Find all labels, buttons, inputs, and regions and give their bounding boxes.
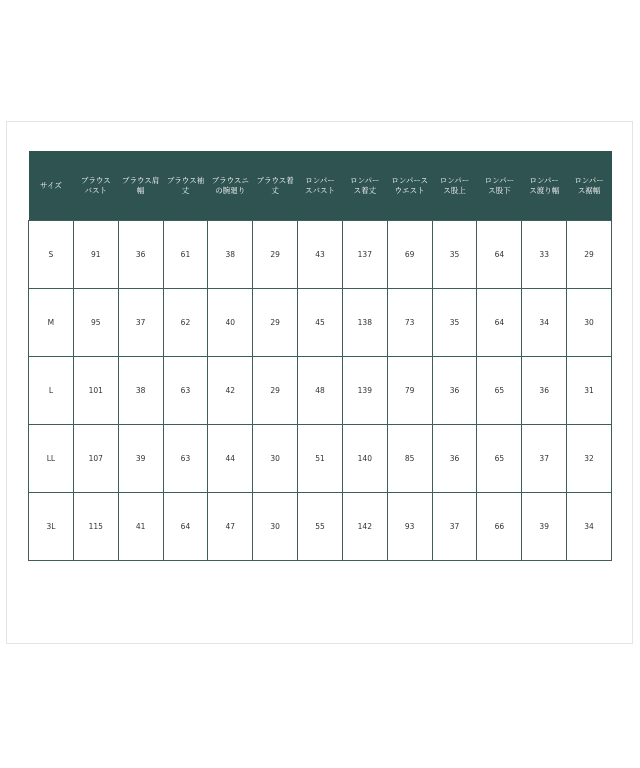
table-cell: 45 [298, 289, 343, 357]
table-cell: 36 [522, 357, 567, 425]
size-label-cell: 3L [29, 493, 74, 561]
table-cell: 29 [253, 221, 298, 289]
table-cell: 55 [298, 493, 343, 561]
table-cell: 36 [432, 425, 477, 493]
table-cell: 29 [253, 357, 298, 425]
table-cell: 85 [387, 425, 432, 493]
table-cell: 36 [432, 357, 477, 425]
table-cell: 91 [73, 221, 118, 289]
table-cell: 36 [118, 221, 163, 289]
table-cell: 34 [567, 493, 612, 561]
table-cell: 30 [253, 493, 298, 561]
table-cell: 63 [163, 425, 208, 493]
table-row [29, 289, 612, 357]
size-label-cell: S [29, 221, 74, 289]
table-cell: 29 [567, 221, 612, 289]
table-cell: 73 [387, 289, 432, 357]
table-cell: 37 [118, 289, 163, 357]
table-cell: 63 [163, 357, 208, 425]
table-cell: 39 [522, 493, 567, 561]
header-romper-length: ロンパー ス着丈 [342, 151, 387, 221]
size-label-cell: M [29, 289, 74, 357]
header-romper-thigh: ロンパー ス渡り幅 [522, 151, 567, 221]
header-blouse-shoulder: ブラウス肩幅 [118, 151, 163, 221]
table-cell: 32 [567, 425, 612, 493]
table-header-row [29, 151, 612, 221]
table-cell: 34 [522, 289, 567, 357]
header-romper-bust: ロンパー スバスト [298, 151, 343, 221]
header-blouse-arm: ブラウスニ の腕廻り [208, 151, 253, 221]
table-cell: 38 [208, 221, 253, 289]
table-row [29, 357, 612, 425]
table-cell: 66 [477, 493, 522, 561]
table-cell: 33 [522, 221, 567, 289]
table-cell: 41 [118, 493, 163, 561]
table-body [29, 221, 612, 561]
table-cell: 43 [298, 221, 343, 289]
table-cell: 42 [208, 357, 253, 425]
table-cell: 30 [567, 289, 612, 357]
table-cell: 51 [298, 425, 343, 493]
table-cell: 35 [432, 221, 477, 289]
table-cell: 37 [432, 493, 477, 561]
table-cell: 142 [342, 493, 387, 561]
table-cell: 48 [298, 357, 343, 425]
header-romper-inseam: ロンパー ス股下 [477, 151, 522, 221]
table-cell: 69 [387, 221, 432, 289]
header-romper-rise: ロンパー ス股上 [432, 151, 477, 221]
table-cell: 37 [522, 425, 567, 493]
table-cell: 65 [477, 357, 522, 425]
table-cell: 64 [163, 493, 208, 561]
table-cell: 137 [342, 221, 387, 289]
table-cell: 138 [342, 289, 387, 357]
table-cell: 79 [387, 357, 432, 425]
table-cell: 39 [118, 425, 163, 493]
size-label-cell: L [29, 357, 74, 425]
table-cell: 139 [342, 357, 387, 425]
table-cell: 64 [477, 289, 522, 357]
table-cell: 29 [253, 289, 298, 357]
table-row [29, 221, 612, 289]
table-cell: 95 [73, 289, 118, 357]
table-cell: 140 [342, 425, 387, 493]
table-cell: 107 [73, 425, 118, 493]
table-row [29, 425, 612, 493]
size-label-cell: LL [29, 425, 74, 493]
header-blouse-bust: ブラウス バスト [73, 151, 118, 221]
header-romper-waist: ロンパース ウエスト [387, 151, 432, 221]
table-cell: 61 [163, 221, 208, 289]
table-cell: 62 [163, 289, 208, 357]
table-cell: 115 [73, 493, 118, 561]
header-romper-hem: ロンパー ス裾幅 [567, 151, 612, 221]
table-cell: 47 [208, 493, 253, 561]
table-cell: 30 [253, 425, 298, 493]
header-blouse-length: ブラウス着丈 [253, 151, 298, 221]
table-cell: 31 [567, 357, 612, 425]
table-row [29, 493, 612, 561]
table-cell: 35 [432, 289, 477, 357]
header-size: サイズ [29, 151, 74, 221]
table-cell: 101 [73, 357, 118, 425]
table-cell: 65 [477, 425, 522, 493]
table-cell: 40 [208, 289, 253, 357]
header-blouse-sleeve: ブラウス袖丈 [163, 151, 208, 221]
table-cell: 64 [477, 221, 522, 289]
size-chart-table [28, 151, 612, 561]
table-cell: 44 [208, 425, 253, 493]
table-cell: 38 [118, 357, 163, 425]
table-cell: 93 [387, 493, 432, 561]
